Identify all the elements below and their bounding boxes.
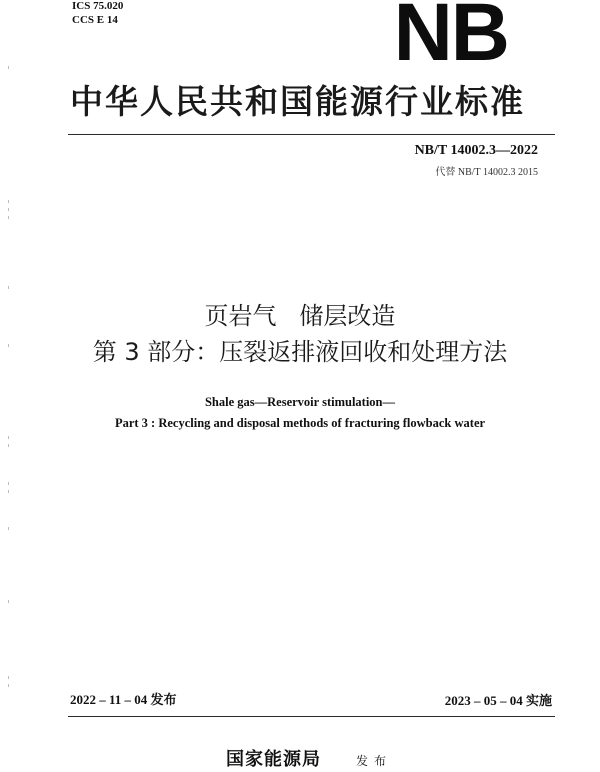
issuing-authority: 国家能源局 [226,749,321,770]
english-title-line-1: Shale gas—Reservoir stimulation— [204,395,396,409]
standard-number: NB/T 14002.3—2022 [414,143,538,158]
ics-code: ICS 75.020 [72,0,124,12]
chinese-title-line-1: 页岩气 储层改造 [204,302,396,330]
issue-date: 2022 – 11 – 04 发布 [70,692,177,707]
nb-logo: NB [393,0,508,78]
ccs-code: CCS E 14 [72,14,118,26]
scan-margin-marks [6,0,14,767]
replaces-note: 代替 NB/T 14002.3 2015 [435,167,538,178]
implementation-date: 2023 – 05 – 04 实施 [444,693,552,708]
english-title-line-2: Part 3 : Recycling and disposal methods of fracturing flowback water [114,416,486,430]
publish-label: 发布 [356,754,393,768]
footer-divider [68,716,555,717]
chinese-title-line-2: 第 3 部分：压裂返排液回收和处理方法 [92,338,508,366]
header-divider [68,134,555,135]
standard-title: 中华人民共和国能源行业标准 [70,82,525,121]
